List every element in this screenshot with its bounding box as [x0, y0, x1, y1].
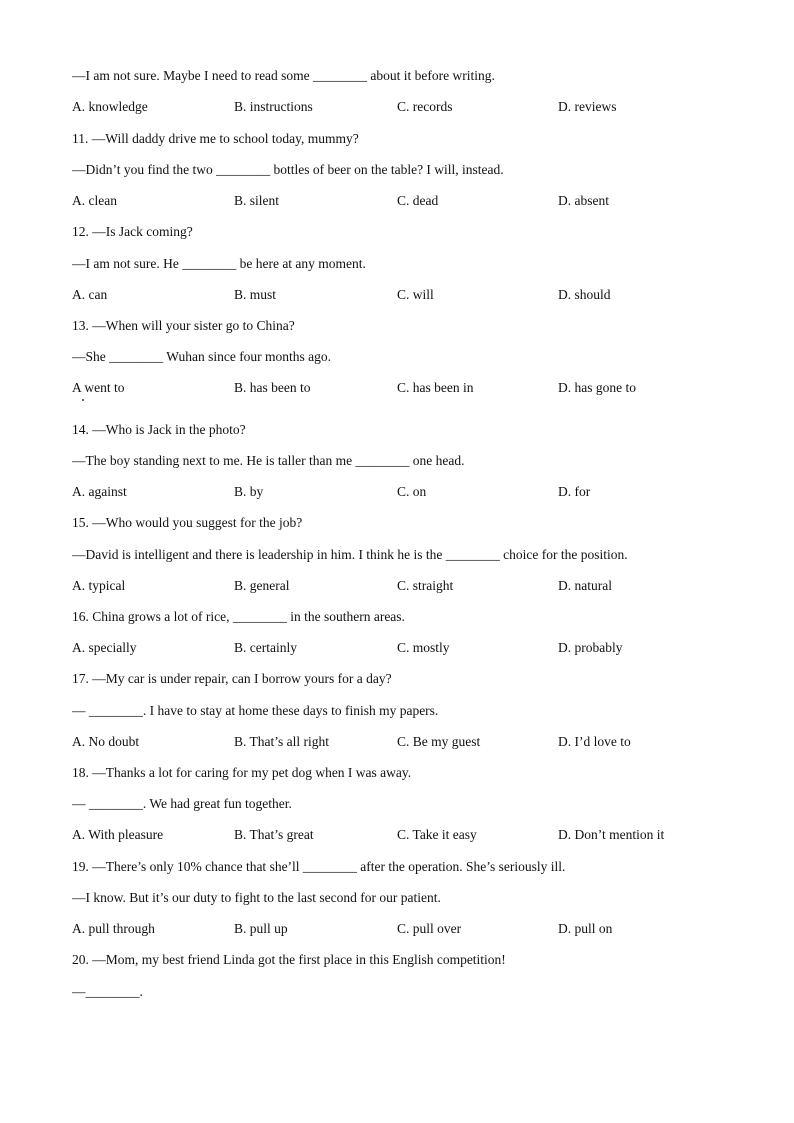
- option-b: B. certainly: [234, 640, 297, 655]
- q11-question: 11. —Will daddy drive me to school today, mummy?: [72, 131, 359, 146]
- q11-options: [72, 191, 752, 211]
- option-c: C. records: [397, 99, 453, 114]
- option-b: B. instructions: [234, 99, 313, 114]
- option-a: A. specially: [72, 640, 137, 655]
- q15-answer-line: —David is intelligent and there is leadership in him. I think he is the ________ choice for the position.: [72, 547, 628, 562]
- option-c: C. pull over: [397, 921, 462, 936]
- option-b: B. has been to: [234, 380, 311, 395]
- option-d: D. has gone to: [558, 380, 636, 395]
- q17-answer-line: — ________. I have to stay at home these days to finish my papers.: [72, 703, 439, 718]
- q16-options: [72, 638, 752, 658]
- option-d: D. I’d love to: [558, 734, 631, 749]
- stray-dot-mark: [82, 399, 84, 401]
- option-a: A. against: [72, 484, 127, 499]
- q18-answer-line: — ________. We had great fun together.: [72, 796, 292, 811]
- option-d: D. natural: [558, 578, 612, 593]
- q13-answer-line: —She ________ Wuhan since four months ago.: [72, 349, 332, 364]
- q12-options: [72, 285, 752, 305]
- q10-answer-line: —I am not sure. Maybe I need to read some ________ about it before writing.: [72, 68, 495, 83]
- option-a: A. can: [72, 287, 108, 302]
- q19-options: [72, 919, 752, 939]
- q18-question: 18. —Thanks a lot for caring for my pet dog when I was away.: [72, 765, 412, 780]
- option-c: C. Be my guest: [397, 734, 481, 749]
- option-b: B. That’s great: [234, 827, 314, 842]
- option-d: D. Don’t mention it: [558, 827, 665, 842]
- option-b: B. general: [234, 578, 290, 593]
- q10-options: [72, 97, 752, 117]
- option-c: C. will: [397, 287, 434, 302]
- option-b: B. silent: [234, 193, 280, 208]
- option-a: A. With pleasure: [72, 827, 164, 842]
- option-a: A. No doubt: [72, 734, 140, 749]
- option-c: C. mostly: [397, 640, 450, 655]
- option-d: D. for: [558, 484, 591, 499]
- option-d: D. probably: [558, 640, 623, 655]
- option-b: B. must: [234, 287, 277, 302]
- q17-question: 17. —My car is under repair, can I borrow yours for a day?: [72, 671, 392, 686]
- option-a: A. knowledge: [72, 99, 148, 114]
- q19-answer-line: —I know. But it’s our duty to fight to the last second for our patient.: [72, 890, 441, 905]
- option-d: D. pull on: [558, 921, 613, 936]
- q20-question: 20. —Mom, my best friend Linda got the first place in this English competition!: [72, 952, 506, 967]
- q17-options: [72, 732, 752, 752]
- option-c: C. Take it easy: [397, 827, 477, 842]
- option-c: C. has been in: [397, 380, 474, 395]
- q14-answer-line: —The boy standing next to me. He is taller than me ________ one head.: [72, 453, 465, 468]
- q12-answer-line: —I am not sure. He ________ be here at any moment.: [72, 256, 366, 271]
- q11-answer-line: —Didn’t you find the two ________ bottles of beer on the table? I will, instead.: [72, 162, 504, 177]
- q18-options: [72, 825, 752, 845]
- q13-question: 13. —When will your sister go to China?: [72, 318, 295, 333]
- q15-options: [72, 576, 752, 596]
- q13-options: [72, 378, 752, 398]
- option-a: A. clean: [72, 193, 117, 208]
- option-a: A went to: [72, 380, 125, 395]
- q19-question: 19. —There’s only 10% chance that she’ll ________ after the operation. She’s seriously ill.: [72, 859, 566, 874]
- option-d: D. absent: [558, 193, 609, 208]
- option-b: B. That’s all right: [234, 734, 329, 749]
- q16-question: 16. China grows a lot of rice, ________ in the southern areas.: [72, 609, 405, 624]
- option-b: B. pull up: [234, 921, 288, 936]
- q14-options: [72, 482, 752, 502]
- q15-question: 15. —Who would you suggest for the job?: [72, 515, 303, 530]
- option-c: C. on: [397, 484, 427, 499]
- q20-answer-line: —________.: [72, 984, 143, 999]
- option-c: C. dead: [397, 193, 439, 208]
- option-c: C. straight: [397, 578, 454, 593]
- option-a: A. pull through: [72, 921, 155, 936]
- option-d: D. should: [558, 287, 611, 302]
- option-a: A. typical: [72, 578, 126, 593]
- q14-question: 14. —Who is Jack in the photo?: [72, 422, 246, 437]
- q12-question: 12. —Is Jack coming?: [72, 224, 193, 239]
- option-b: B. by: [234, 484, 264, 499]
- option-d: D. reviews: [558, 99, 617, 114]
